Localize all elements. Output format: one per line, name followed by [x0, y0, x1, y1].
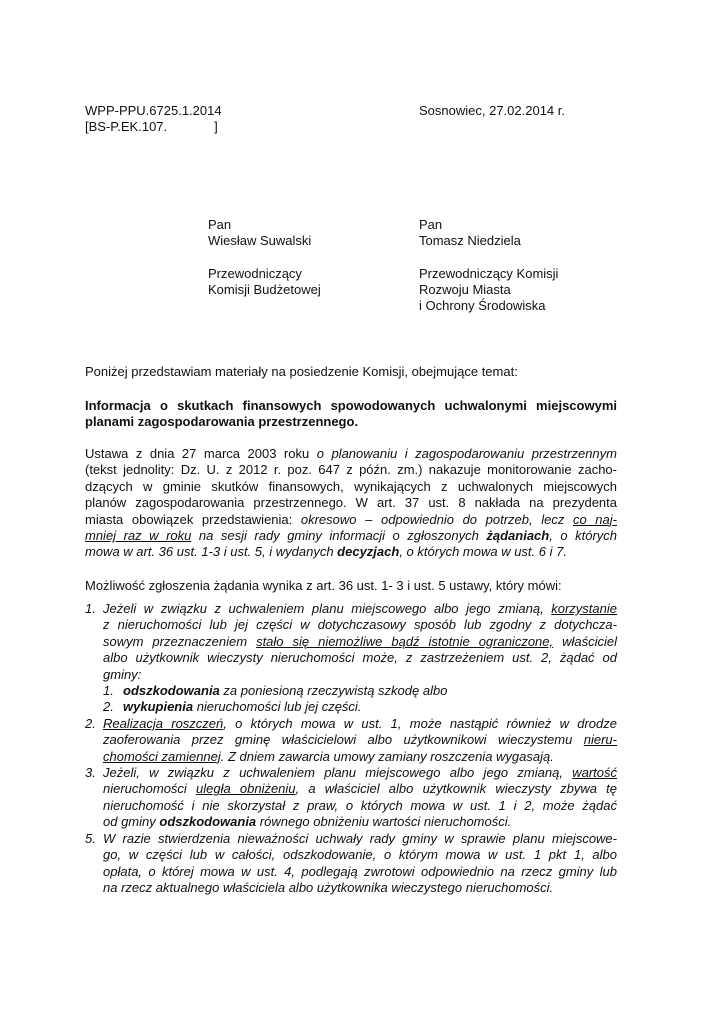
text: , o których mowa w ust. 6 i 7. — [399, 544, 567, 560]
text-line: W razie stwierdzenia nieważności uchwały rady gminy w sprawie planu miejscowe- — [103, 830, 617, 846]
list-item — [85, 716, 617, 765]
text-line: nieruchomość i nie skorzystał z praw, o których mowa w ust. 1 i 2, może żądać — [103, 797, 617, 813]
text: właściciel — [553, 633, 618, 649]
statute-quote-list — [85, 601, 617, 896]
text: okresowo – odpowiednio do potrzeb, lecz — [300, 511, 573, 527]
list-item — [85, 765, 617, 831]
text-line: planów zagospodarowania przestrzennego. W art. 37 ust. 8 nakłada na prezydenta — [85, 495, 617, 511]
underlined-text: chomości zamiennej — [103, 748, 221, 764]
text: Jeżeli, w związku z uchwaleniem planu miejscowego albo jego zmianą, — [103, 765, 573, 781]
act-title: o planowaniu i zagospodarowaniu przestrzennym — [316, 446, 617, 461]
list-item — [85, 831, 617, 897]
bold-text: odszkodowania — [159, 814, 257, 830]
underlined-text: stało się niemożliwe bądź istotnie ograniczone, — [256, 633, 554, 649]
text-line: z nieruchomości lub jej części w dotychczasowy sposób lub zgodny z dotychcza- — [103, 617, 617, 633]
recipient-2-title-line: Przewodniczący Komisji — [419, 266, 559, 281]
text: nieruchomości lub jej części. — [193, 699, 362, 715]
list-number: 3. — [85, 765, 96, 781]
recipient-1-title-line: Komisji Budżetowej — [208, 282, 321, 297]
text-line: opłata, o której mowa w ust. 4, podlegają zwrotowi odpowiednio na rzecz gminy lub — [103, 863, 617, 879]
recipient-1-salutation: Pan — [208, 217, 232, 232]
text: , o których mowa w ust. 1, może nastąpić również w drodze — [223, 715, 617, 731]
text: Ustawa z dnia 27 marca 2003 roku — [85, 446, 317, 461]
text: sowym przeznaczeniem — [103, 633, 257, 649]
text-line: gminy: — [103, 666, 142, 682]
text: od gminy — [103, 814, 160, 830]
text-line: (tekst jednolity: Dz. U. z 2012 r. poz. 647 z późn. zm.) nakazuje monitorowanie zacho- — [85, 462, 617, 478]
subject-heading — [85, 398, 617, 431]
bold-text: decyzjach — [337, 544, 400, 560]
text-line: go, w części lub w całości, odszkodowanie, o którym mowa w ust. 1 pkt 1, albo — [103, 847, 617, 863]
sub-number: 1. — [103, 683, 114, 699]
list-number: 2. — [85, 715, 96, 731]
underlined-text: mniej raz w roku — [85, 528, 192, 544]
text-line: na rzecz aktualnego właściciela albo użytkownika wieczystego nieruchomości. — [103, 879, 554, 895]
place-date: Sosnowiec, 27.02.2014 r. — [419, 103, 565, 118]
text: miasta obowiązek przedstawienia: — [85, 511, 301, 527]
recipient-1-title-line: Przewodniczący — [208, 266, 302, 281]
sub-item — [103, 683, 617, 699]
list-number: 5. — [85, 830, 96, 846]
text: Jeżeli w związku z uchwaleniem planu miejscowego albo jego zmianą, — [103, 601, 552, 616]
text: nieruchomości — [103, 781, 196, 797]
recipient-2-name: Tomasz Niedziela — [419, 233, 521, 248]
text: , a właściciel albo użytkownik wieczysty zbywa tę — [295, 781, 617, 797]
reference-number: WPP-PPU.6725.1.2014 — [85, 103, 222, 118]
subject-line: Informacja o skutkach finansowych spowodowanych uchwalonymi miejscowymi — [85, 398, 617, 413]
text: zaoferowania przez gminę właścicielowi albo użytkownikowi wieczystemu — [103, 732, 584, 748]
text-line: dzących w gminie skutków finansowych, wynikających z uchwalonych miejscowych — [85, 478, 617, 494]
text: równego obniżeniu wartości nieruchomości. — [256, 814, 512, 830]
text: . Z dniem zawarcia umowy zamiany roszczenia wygasają. — [220, 748, 554, 764]
intro-text: Poniżej przedstawiam materiały na posiedzenie Komisji, obejmujące temat: — [85, 364, 518, 379]
underlined-text: uległa obniżeniu — [196, 781, 296, 797]
underlined-text: co naj- — [572, 511, 617, 527]
bold-text: wykupienia — [123, 699, 194, 715]
text-line: albo użytkownik wieczysty nieruchomości może, z zastrzeżeniem ust. 2, żądać od — [103, 650, 617, 666]
recipient-2-title-line: Rozwoju Miasta — [419, 282, 511, 297]
bold-text: żądaniach — [486, 528, 550, 544]
recipient-2-salutation: Pan — [419, 217, 443, 232]
recipient-1-name: Wiesław Suwalski — [208, 233, 312, 248]
list-number: 1. — [85, 601, 96, 616]
underlined-text: korzystanie — [551, 601, 617, 616]
reference-bracket: [BS-P.EK.107. ] — [85, 119, 218, 134]
body-paragraph-2: Możliwość zgłoszenia żądania wynika z art. 36 ust. 1- 3 i ust. 5 ustawy, który mówi: — [85, 578, 562, 593]
subject-line: planami zagospodarowania przestrzennego. — [85, 414, 359, 430]
recipient-2-title-line: i Ochrony Środowiska — [419, 298, 546, 313]
text: za poniesioną rzeczywistą szkodę albo — [219, 683, 448, 699]
bold-text: odszkodowania — [123, 683, 220, 699]
underlined-text: Realizacja roszczeń — [103, 715, 224, 731]
body-paragraph-1 — [85, 446, 617, 561]
sub-number: 2. — [103, 699, 114, 715]
text: na sesji rady gminy informacji o zgłoszonych — [191, 528, 487, 544]
underlined-text: wartość — [572, 765, 617, 781]
text: mowa w art. 36 ust. 1-3 i ust. 5, i wydanych — [85, 544, 338, 560]
underlined-text: nieru- — [583, 732, 617, 748]
text: , o których — [549, 528, 618, 544]
list-item — [85, 601, 617, 716]
sub-item — [103, 699, 617, 715]
